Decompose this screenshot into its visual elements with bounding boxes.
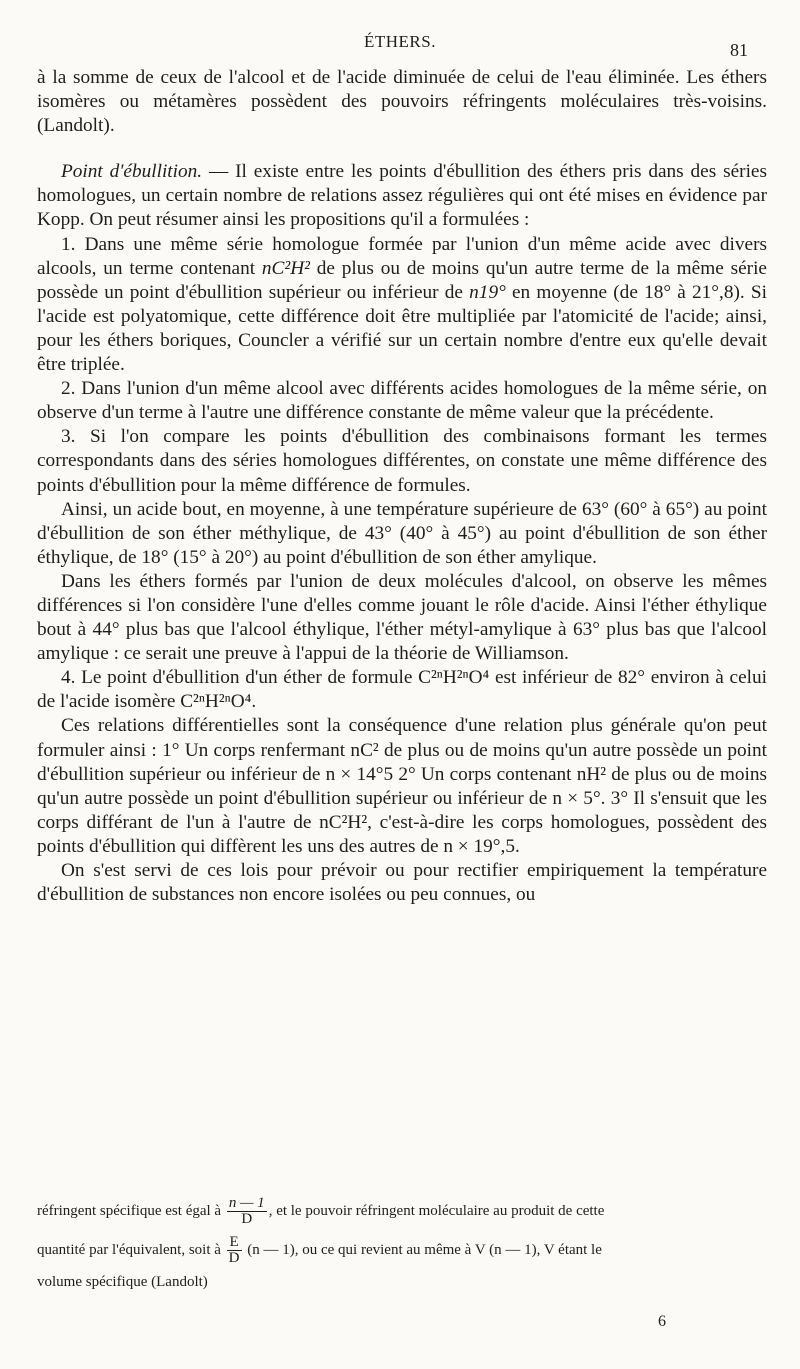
fraction-denominator: D	[228, 1250, 240, 1266]
footnote-text: , et le pouvoir réfringent moléculaire au produit de cette	[268, 1202, 605, 1219]
footnote	[37, 1196, 767, 1292]
footnote-text: réfringent spécifique est égal à	[37, 1202, 222, 1219]
footnote-line: volume spécifique (Landolt)	[37, 1274, 208, 1290]
rule-1-text-a: 1. Dans une même série homologue formée par l'union d'un même acide avec divers alcools, un terme contenant	[37, 233, 767, 279]
paragraph: à la somme de ceux de l'alcool et de l'acide diminuée de celui de l'eau éliminée. Les éthers isomères ou métamères possèdent des pouvoirs réfringents moléculaires très-voisins. (Landolt).	[37, 67, 767, 137]
fraction	[227, 1235, 242, 1266]
running-head: ÉTHERS.	[364, 32, 436, 51]
footnote-line	[37, 1235, 767, 1266]
fraction-denominator: D	[241, 1211, 253, 1227]
paragraph-rule-1	[37, 233, 767, 378]
paragraph: On s'est servi de ces lois pour prévoir ou pour rectifier empiriquement la température d'ébullition de substances non encore isolées ou peu connues, ou	[37, 860, 767, 906]
footnote-line	[37, 1196, 767, 1227]
formula: nC²H²	[261, 257, 310, 279]
fraction-numerator: E	[227, 1235, 242, 1251]
paragraph: Ces relations différentielles sont la conséquence d'une relation plus générale qu'on peut formuler ainsi : 1° Un corps renfermant nC² de plus ou de moins qu'un autre possède un point d'ébullition supérieur ou inférieur de n × 14°5 2° Un corps contenant nH² de plus ou de moins qu'un autre possède un point d'ébullition supérieur ou inférieur de n × 5°. 3° Il s'ensuit que les corps différant de l'un à l'autre de nC²H², c'est-à-dire les corps homologues, possèdent des points d'ébullition qui diffèrent les uns des autres de n × 19°,5.	[37, 715, 767, 857]
page-header	[0, 24, 800, 64]
fraction	[227, 1196, 267, 1227]
paragraph: Ainsi, un acide bout, en moyenne, à une température supérieure de 63° (60° à 65°) au point d'ébullition de son éther méthylique, de 43° (40° à 45°) au point d'ébullition de son éther éthylique, de 18° (15° à 20°) au point d'ébullition de son éther amylique.	[37, 498, 767, 568]
footnote-text: (n — 1), ou ce qui revient au même à V (n — 1), V étant le	[247, 1241, 602, 1258]
printer-signature: 6	[658, 1313, 666, 1330]
section-title: Point d'ébullition.	[61, 161, 203, 183]
rule-1-text-b: de plus ou de moins qu'un autre terme de la même série possède un point d'ébullition supérieur ou inférieur de	[37, 257, 767, 303]
footnote-text: quantité par l'équivalent, soit à	[37, 1241, 221, 1258]
paragraph-text: — Il existe entre les points d'ébullition des éthers pris dans des séries homologues, un certain nombre de relations assez régulières qui ont été mises en évidence par Kopp. On peut résumer ainsi les propositions qu'il a formulées :	[37, 161, 767, 231]
page-number: 81	[730, 40, 748, 60]
fraction-numerator: n — 1	[228, 1195, 265, 1211]
paragraph: Dans les éthers formés par l'union de deux molécules d'alcool, on observe les mêmes différences si l'on considère l'une d'elles comme jouant le rôle d'acide. Ainsi l'éther éthylique bout à 44° plus bas que l'alcool éthylique, l'éther métyl-amylique à 63° plus bas que l'alcool amylique : ce serait une preuve à l'appui de la théorie de Williamson.	[37, 570, 767, 665]
section-paragraph-point-ebullition	[37, 160, 767, 232]
paragraph-rule-3: 3. Si l'on compare les points d'ébullition des combinaisons formant les termes correspondants dans des séries homologues différentes, on constate une même différence des points d'ébullition pour la même différence de formules.	[37, 426, 767, 496]
formula: n19°	[469, 281, 506, 303]
body-text	[37, 66, 767, 907]
paragraph-rule-4: 4. Le point d'ébullition d'un éther de formule C²ⁿH²ⁿO⁴ est inférieur de 82° environ à celui de l'acide isomère C²ⁿH²ⁿO⁴.	[37, 667, 767, 713]
paragraph-rule-2: 2. Dans l'union d'un même alcool avec différents acides homologues de la même série, on observe d'un terme à l'autre une différence constante de même valeur que la précédente.	[37, 378, 767, 424]
rule-1-text-c: en moyenne (de 18° à 21°,8). Si l'acide est polyatomique, cette différence doit être multipliée par l'atomicité de l'acide; ainsi, pour les éthers boriques, Councler a vérifié sur un certain nombre d'entre eux qu'elle devait être triplée.	[37, 281, 767, 376]
